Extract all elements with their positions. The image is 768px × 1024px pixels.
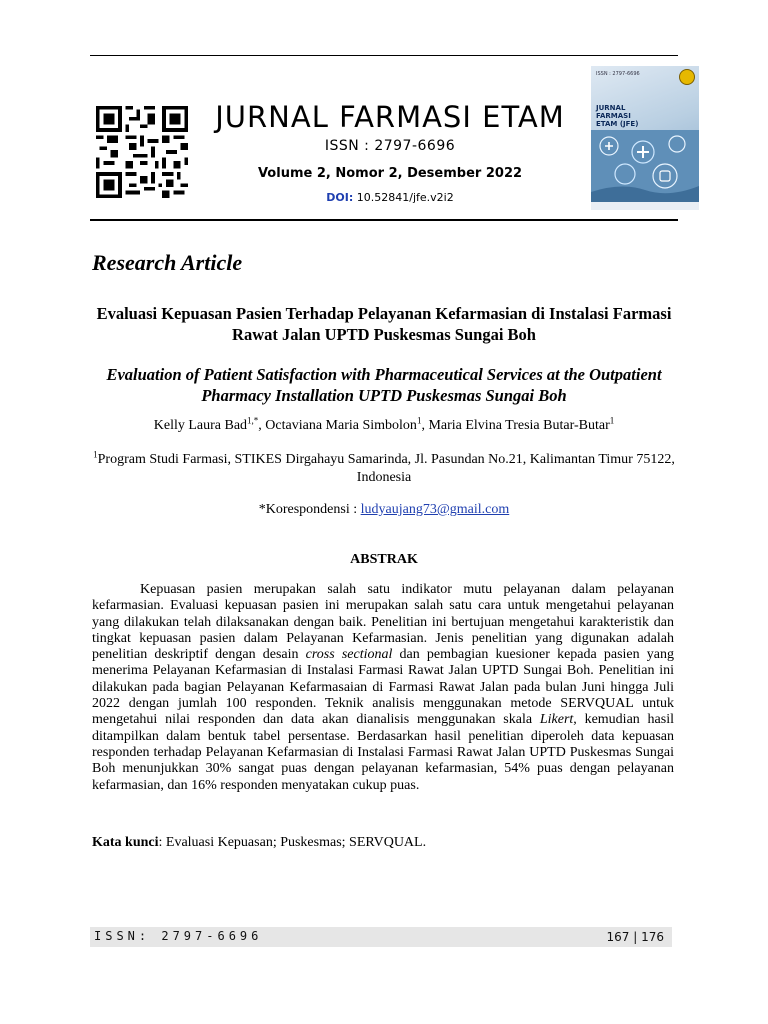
cover-logo-icon	[679, 69, 695, 85]
abstract-italic-term: Likert	[539, 712, 574, 728]
doi-link[interactable]: 10.52841/jfe.v2i2	[353, 191, 454, 204]
author-affiliation-mark: 1,*	[247, 415, 259, 426]
abstract-heading: ABSTRAK	[350, 552, 418, 567]
doi-label: DOI:	[326, 191, 354, 204]
author-name: Octaviana Maria Simbolon	[265, 418, 417, 433]
affiliation-mark: 1	[93, 449, 98, 460]
abstract-italic-term: cross sectional	[305, 647, 393, 663]
author-list	[92, 415, 676, 434]
correspondence	[92, 502, 676, 518]
article-title-indonesian: Evaluasi Kepuasan Pasien Terhadap Pelayanan Kefarmasian di Instalasi Farmasi Rawat Jalan UPTD Puskesmas Sungai Boh	[96, 304, 672, 344]
cover-issn: ISSN : 2797-6696	[596, 71, 640, 77]
author-name: Maria Elvina Tresia Butar-Butar	[428, 418, 610, 433]
top-rule	[90, 55, 678, 56]
journal-doi	[190, 191, 590, 204]
abstract-text: Kepuasan pasien merupakan salah satu indikator mutu pelayanan dalam pelayanan kefarmasian. Evaluasi kepuasan pasien ini merupakan salah satu cara untuk mengetahui pelayanan yang dilakukan telah dilaksanakan dengan baik. Penelitian ini bertujuan mengetahui karakteristik dan tingkat kepuasan pasien dalam Pelayanan Kefarmasian. Jenis penelitian yang digunakan adalah penelitian deskriptif dengan desain	[92, 582, 674, 663]
journal-issn: ISSN : 2797-6696	[324, 138, 456, 154]
cover-pharmacy-illustration-icon	[591, 130, 699, 202]
abstract-body	[92, 582, 674, 794]
cover-footer	[591, 202, 699, 210]
author-name: Kelly Laura Bad	[153, 418, 248, 433]
keywords-label: Kata kunci	[92, 835, 159, 850]
footer-issn: ISSN: 2797-6696	[94, 929, 263, 943]
journal-cover-image	[591, 66, 699, 210]
journal-title: JURNAL FARMASI ETAM	[215, 100, 565, 134]
keywords	[92, 835, 676, 851]
correspondence-email-link[interactable]: ludyaujang73@gmail.com	[360, 502, 510, 517]
author-separator: ,	[421, 418, 429, 433]
affiliation-text: Program Studi Farmasi, STIKES Dirgahayu Samarinda, Jl. Pasundan No.21, Kalimantan Timur 75122, Indonesia	[97, 452, 675, 485]
header-rule	[90, 219, 678, 221]
abstract-text: , kemudian hasil ditampilkan dalam bentuk tabel persentase. Berdasarkan hasil penelitian diperoleh data kepuasan responden terhadap Pelayanan Kefarmasian di Instalasi Farmasi Rawat Jalan UPTD Puskesmas Sungai Boh menunjukkan 30% sangat puas dengan pelayanan kefarmasian, 54% puas dengan pelayanan kefarmasian, dan 16% responden menyatakan cukup puas.	[92, 712, 674, 793]
author-affiliation-mark: 1	[609, 415, 615, 426]
footer-page-number: 167 | 176	[606, 930, 664, 944]
article-title-english: Evaluation of Patient Satisfaction with Pharmaceutical Services at the Outpatient Pharmacy Installation UPTD Puskesmas Sungai Boh	[106, 365, 662, 405]
correspondence-label: *Korespondensi :	[258, 502, 361, 517]
abstract-text: dan pembagian kuesioner kepada pasien yang menerima Pelayanan Kefarmasian di Instalasi Farmasi Rawat Jalan UPTD Sungai Boh. Penelitian ini dilakukan pada bagian Pelayanan Kefarmasaian di Farmasi Rawat Jalan pada bulan Juni hingga Juli 2022 dengan jumlah 100 responden. Teknik analisis menggunakan metode SERVQUAL untuk mengetahui nilai responden dan data akan dianalisis menggunakan skala	[92, 647, 674, 728]
author-separator: ,	[258, 418, 266, 433]
journal-volume: Volume 2, Nomor 2, Desember 2022	[257, 166, 523, 181]
qr-code-icon	[95, 106, 189, 198]
section-label: Research Article	[92, 250, 243, 275]
page-footer	[90, 927, 672, 947]
author-affiliation-mark: 1	[416, 415, 422, 426]
keywords-value: : Evaluasi Kepuasan; Puskesmas; SERVQUAL.	[158, 835, 427, 850]
affiliation	[92, 451, 676, 487]
cover-title: JURNAL FARMASI ETAM (JFE)	[596, 104, 639, 128]
